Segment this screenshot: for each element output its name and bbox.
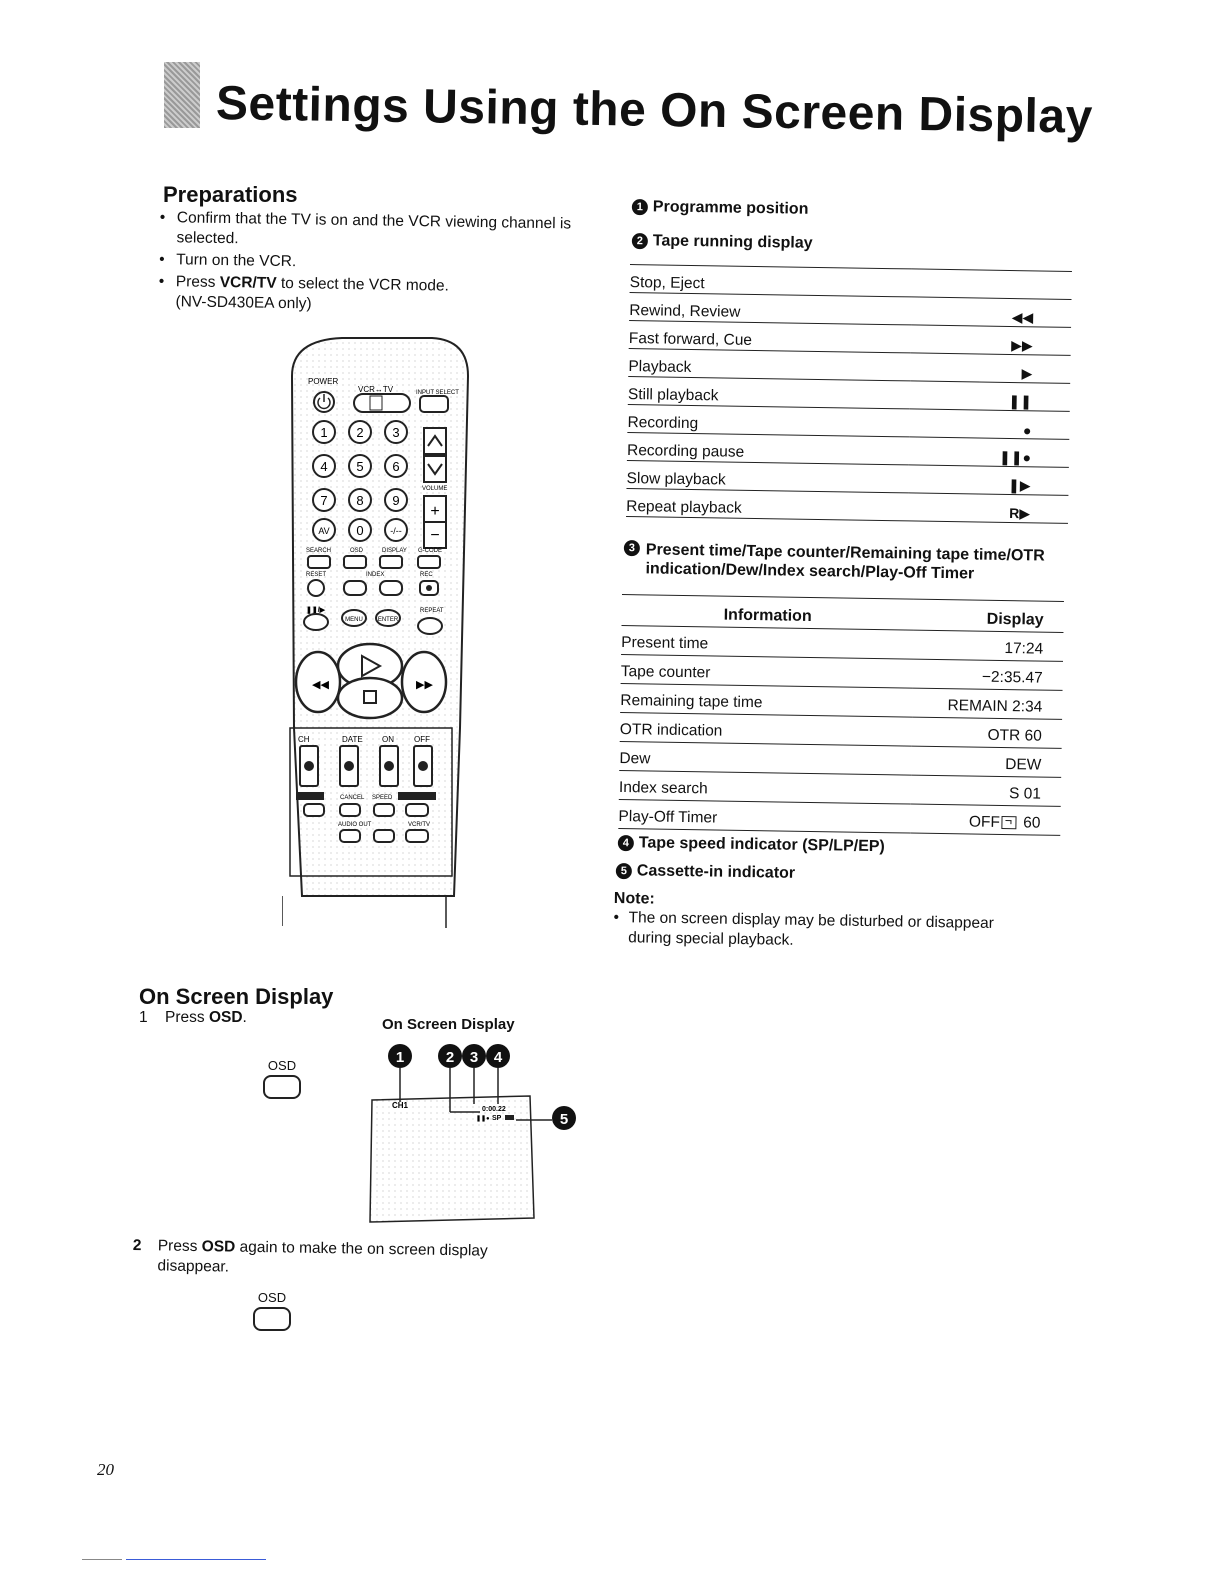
display-cell: 17:24 bbox=[913, 630, 1063, 661]
tape-running-table-wrapper bbox=[626, 264, 1072, 524]
vcr-tv-small-label: VCR/TV bbox=[408, 822, 431, 828]
power-button[interactable] bbox=[314, 392, 334, 412]
digit-6-button[interactable] bbox=[385, 455, 407, 477]
index-back-button[interactable] bbox=[344, 581, 366, 595]
item-3-description: 3 Present time/Tape counter/Remaining tape time/OTR indication/Dew/Index search/Play-Off Timer bbox=[623, 540, 1064, 585]
tape-state-label: Recording pause bbox=[627, 432, 909, 464]
on-label: ON bbox=[382, 735, 394, 744]
speed-label: SPEED bbox=[372, 795, 393, 801]
osd-diagram-title: On Screen Display bbox=[382, 1016, 515, 1033]
svg-text:▶▶: ▶▶ bbox=[416, 679, 433, 691]
volume-label: VOLUME bbox=[422, 486, 448, 492]
remote-control-illustration bbox=[282, 336, 470, 928]
note-list bbox=[613, 908, 1034, 955]
digit-2-button[interactable] bbox=[349, 421, 371, 443]
digit-7-button[interactable] bbox=[313, 489, 335, 511]
information-cell: Remaining tape time bbox=[620, 683, 912, 717]
information-cell: Index search bbox=[619, 770, 911, 804]
display-cell: S 01 bbox=[911, 775, 1061, 806]
digit-5-button[interactable] bbox=[349, 455, 371, 477]
display-header: Display bbox=[913, 599, 1063, 632]
osd-section-heading: On Screen Display bbox=[139, 984, 334, 1009]
callout-5: 5 bbox=[559, 1111, 569, 1128]
page-title: Settings Using the On Screen Display bbox=[215, 77, 1094, 144]
marker-5-icon: 5 bbox=[616, 863, 632, 879]
svg-text:5: 5 bbox=[356, 459, 364, 474]
navigation-pad[interactable] bbox=[296, 644, 446, 718]
information-cell: Present time bbox=[621, 625, 913, 659]
info-table-wrapper bbox=[618, 594, 1064, 836]
cancel-label: CANCEL bbox=[340, 795, 365, 801]
svg-text:❚❚●: ❚❚● bbox=[476, 1116, 490, 1122]
repeat-label: REPEAT bbox=[420, 608, 444, 614]
svg-text:AV: AV bbox=[318, 526, 330, 536]
digit-3-button[interactable] bbox=[385, 421, 407, 443]
list-item: • Turn on the VCR. bbox=[159, 250, 609, 277]
ch-label: CH bbox=[298, 735, 310, 744]
digit-1-button[interactable] bbox=[313, 421, 335, 443]
svg-text:9: 9 bbox=[392, 493, 400, 508]
footer-rule-accent bbox=[126, 1559, 266, 1560]
screen-counter: 0:00.22 bbox=[482, 1106, 506, 1113]
search-label: SEARCH bbox=[306, 548, 332, 554]
svg-text:0: 0 bbox=[356, 523, 364, 538]
date-label: DATE bbox=[342, 735, 363, 744]
model-note: (NV-SD430EA only) bbox=[175, 293, 312, 313]
index-label: INDEX bbox=[366, 572, 385, 578]
marker-2-icon: 2 bbox=[632, 233, 648, 249]
osd-button-step1[interactable]: OSD bbox=[260, 1058, 304, 1099]
cancel-button[interactable] bbox=[340, 804, 360, 816]
display-button[interactable] bbox=[380, 556, 402, 568]
preparations-heading: Preparations bbox=[163, 182, 298, 207]
vcr-tv-label: VCR↔TV bbox=[358, 385, 394, 394]
information-cell: Tape counter bbox=[621, 654, 913, 688]
callout-4: 4 bbox=[493, 1049, 503, 1066]
timer-icon bbox=[1002, 816, 1017, 829]
screen-channel: CH1 bbox=[392, 1101, 409, 1110]
information-header: Information bbox=[622, 594, 914, 630]
reset-button[interactable] bbox=[308, 580, 324, 596]
repeat-button[interactable] bbox=[418, 618, 442, 634]
item-2-tape-running: 2 Tape running display bbox=[632, 232, 1072, 257]
digit-4-button[interactable] bbox=[313, 455, 335, 477]
marker-3-icon: 3 bbox=[624, 540, 640, 556]
tape-state-symbol-icon: ◀◀ bbox=[911, 297, 1071, 328]
tape-state-label: Stop, Eject bbox=[630, 264, 912, 296]
table-row bbox=[618, 799, 1060, 835]
tape-state-label: Slow playback bbox=[626, 460, 908, 492]
digit-9-button[interactable] bbox=[385, 489, 407, 511]
vcr-tv-mode-button[interactable] bbox=[406, 830, 428, 842]
footer-rule bbox=[82, 1559, 122, 1560]
power-label: POWER bbox=[308, 377, 339, 386]
marker-1-icon: 1 bbox=[632, 199, 648, 215]
tape-state-symbol-icon: ▶▶ bbox=[911, 325, 1071, 356]
svg-text:+: + bbox=[430, 503, 440, 520]
digit-8-button[interactable] bbox=[349, 489, 371, 511]
svg-text:1: 1 bbox=[320, 425, 328, 440]
information-display-table bbox=[618, 594, 1064, 836]
channel-down-button[interactable] bbox=[424, 456, 446, 482]
index-forward-button[interactable] bbox=[380, 581, 402, 595]
display-cell: REMAIN 2:34 bbox=[912, 688, 1062, 719]
search-button[interactable] bbox=[308, 556, 330, 568]
rec-button[interactable] bbox=[420, 581, 438, 595]
svg-text:4: 4 bbox=[320, 459, 328, 474]
svg-text:◀◀: ◀◀ bbox=[312, 679, 329, 691]
osd-label-remote: OSD bbox=[350, 548, 364, 554]
svg-text:8: 8 bbox=[356, 493, 364, 508]
tape-state-symbol-icon: R▶ bbox=[908, 493, 1068, 524]
timer-rec-check-button[interactable] bbox=[406, 804, 428, 816]
enter-button[interactable] bbox=[376, 610, 400, 626]
information-cell: Dew bbox=[619, 741, 911, 775]
svg-text:3: 3 bbox=[392, 425, 400, 440]
volume-up-button[interactable] bbox=[424, 496, 446, 522]
av-button[interactable] bbox=[313, 519, 335, 541]
page-number: 20 bbox=[97, 1460, 114, 1479]
item-5-cassette-in: 5 Cassette-in indicator bbox=[616, 862, 1056, 887]
tape-state-label: Still playback bbox=[628, 376, 910, 408]
svg-text:2: 2 bbox=[356, 425, 364, 440]
display-cell: −2:35.47 bbox=[913, 659, 1063, 690]
svg-text:7: 7 bbox=[320, 493, 328, 508]
reset-label: RESET bbox=[306, 572, 327, 578]
list-item: • Press VCR/TV to select the VCR mode. (NV-SD430EA only) bbox=[158, 272, 609, 319]
input-select-button[interactable] bbox=[420, 396, 448, 412]
vcr-tv-switch[interactable] bbox=[354, 394, 410, 412]
osd-button-shape[interactable] bbox=[253, 1307, 291, 1331]
osd-button-shape[interactable] bbox=[263, 1075, 301, 1099]
table-row bbox=[626, 488, 1068, 523]
svg-text:MENU: MENU bbox=[345, 617, 363, 623]
svg-text:-/--: -/-- bbox=[390, 526, 402, 536]
callout-2: 2 bbox=[445, 1049, 455, 1066]
list-item: • The on screen display may be disturbed or disappear during special playback. bbox=[613, 908, 1034, 955]
tape-state-label: Recording bbox=[627, 404, 909, 436]
note-block bbox=[613, 890, 1034, 955]
gcode-button[interactable] bbox=[418, 556, 440, 568]
marker-4-icon: 4 bbox=[618, 835, 634, 851]
input-select-label: INPUT SELECT bbox=[416, 390, 459, 396]
step-1: 1 Press OSD. bbox=[139, 1009, 247, 1026]
display-cell: DEW bbox=[911, 746, 1061, 777]
display-cell: OTR 60 bbox=[912, 717, 1062, 748]
svg-text:ENTER: ENTER bbox=[377, 617, 399, 623]
digit-0-button[interactable] bbox=[349, 519, 371, 541]
svg-text:❚❚/▶: ❚❚/▶ bbox=[306, 607, 326, 614]
tape-state-symbol-icon: ● bbox=[909, 409, 1069, 440]
rec-label: REC bbox=[420, 572, 433, 578]
callout-1: 1 bbox=[395, 1049, 405, 1066]
vcr-tv-small-button[interactable] bbox=[374, 830, 394, 842]
speed-button[interactable] bbox=[374, 804, 394, 816]
digit-mode-button[interactable] bbox=[385, 519, 407, 541]
tape-state-label: Playback bbox=[628, 348, 910, 380]
audio-out-button[interactable] bbox=[340, 830, 360, 842]
tape-state-symbol-icon: ▶ bbox=[910, 353, 1070, 384]
audio-out-label: AUDIO OUT bbox=[338, 822, 372, 828]
osd-button-step2[interactable]: OSD bbox=[250, 1290, 294, 1331]
callout-3: 3 bbox=[469, 1049, 479, 1066]
screen-speed: SP bbox=[492, 1115, 502, 1122]
information-cell: Play-Off Timer bbox=[618, 799, 910, 833]
information-cell: OTR indication bbox=[620, 712, 912, 746]
osd-screen-diagram bbox=[352, 1040, 588, 1230]
tape-running-table bbox=[626, 264, 1072, 524]
tape-state-symbol-icon: ❚❚● bbox=[909, 437, 1069, 468]
tape-state-label: Fast forward, Cue bbox=[629, 320, 911, 352]
channel-up-button[interactable] bbox=[424, 428, 446, 454]
item-4-tape-speed: 4 Tape speed indicator (SP/LP/EP) bbox=[618, 834, 1058, 859]
osd-button-remote[interactable] bbox=[344, 556, 366, 568]
tape-state-label: Rewind, Review bbox=[629, 292, 911, 324]
svg-text:−: − bbox=[430, 527, 440, 544]
preparations-list bbox=[158, 208, 610, 321]
gcode-label: G-CODE bbox=[418, 548, 442, 554]
item-1-programme-position: 1 Programme position bbox=[632, 198, 1072, 223]
cassette-icon bbox=[505, 1115, 514, 1120]
off-label: OFF bbox=[414, 735, 430, 744]
tape-state-symbol-icon bbox=[911, 269, 1071, 300]
note-heading: Note: bbox=[613, 890, 655, 908]
volume-down-button[interactable] bbox=[424, 522, 446, 548]
step-2: 2 Press OSD again to make the on screen display disappear. bbox=[132, 1236, 488, 1276]
svg-text:6: 6 bbox=[392, 459, 400, 474]
tape-state-symbol-icon: ❚▶ bbox=[908, 465, 1068, 496]
menu-button[interactable] bbox=[342, 610, 366, 626]
list-item: • Confirm that the TV is on and the VCR viewing channel is selected. bbox=[159, 208, 610, 255]
tape-state-label: Repeat playback bbox=[626, 488, 908, 520]
vcr-tv-key-label: VCR/TV bbox=[219, 273, 277, 292]
tape-state-symbol-icon: ❚❚ bbox=[910, 381, 1070, 412]
title-marker bbox=[164, 62, 200, 128]
display-cell: OFF 60 bbox=[910, 804, 1060, 835]
timer-rec-button[interactable] bbox=[304, 804, 324, 816]
display-label: DISPLAY bbox=[382, 548, 407, 554]
still-slow-button[interactable] bbox=[304, 614, 328, 630]
